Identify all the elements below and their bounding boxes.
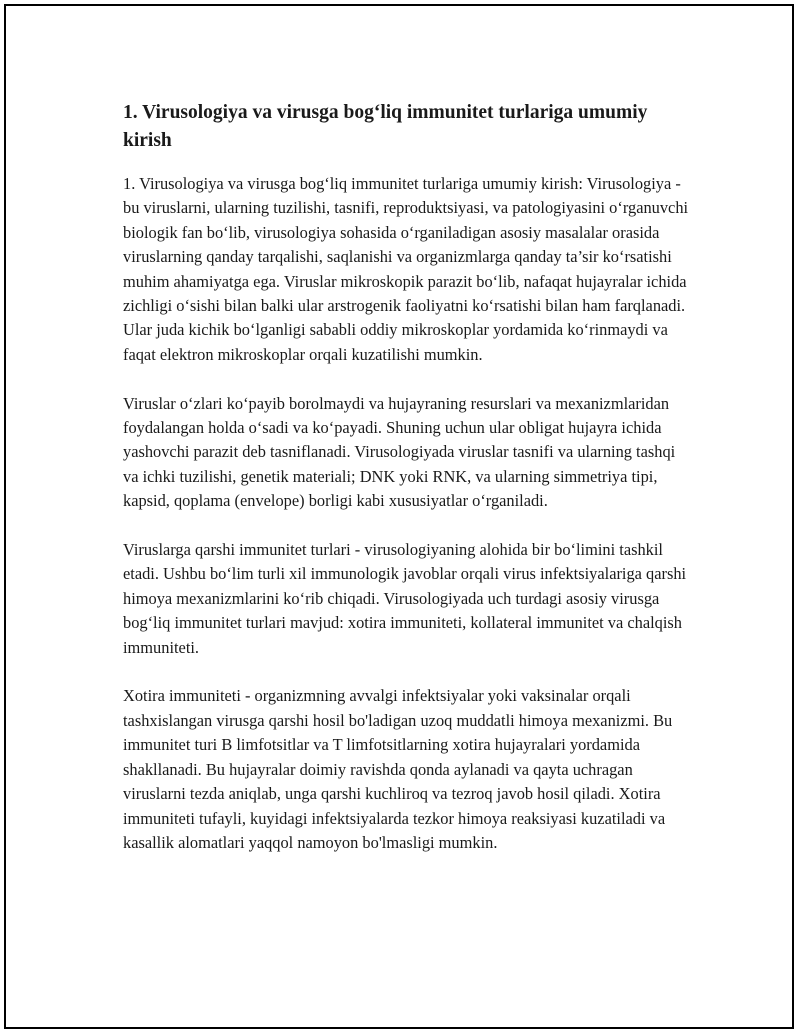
- page-frame: [4, 4, 794, 1029]
- document-body: [123, 99, 693, 880]
- section-heading: 1. Virusologiya va virusga bog‘liq immunitet turlariga umumiy kirish: [123, 102, 648, 151]
- paragraph-intro: 1. Virusologiya va virusga bog‘liq immunitet turlariga umumiy kirish: Virusologiya - bu viruslarni, ularning tuzilishi, tasnifi, reproduktsiyasi, va patologiyasini o‘rganuvchi biologik fan bo‘lib, virusologiya sohasida o‘rganiladigan asosiy masalalar orasida viruslarning qanday tarqalishi, saqlanishi va organizmlarga qanday ta’sir ko‘rsatishi muhim ahamiyatga ega. Viruslar mikroskopik parazit bo‘lib, nafaqat hujayralar ichida zichligi o‘sishi bilan balki ular arstrogenik faoliyatni ko‘rsatishi bilan ham farqlanadi. Ular juda kichik bo‘lganligi sababli oddiy mikroskoplar yordamida ko‘rinmaydi va faqat elektron mikroskoplar orqali kuzatilishi mumkin.: [123, 174, 689, 364]
- paragraph-memory-immunity: Xotira immuniteti - organizmning avvalgi infektsiyalar yoki vaksinalar orqali tashxislangan virusga qarshi hosil bo'ladigan uzoq muddatli himoya mexanizmi. Bu immunitet turi B limfotsitlar va T limfotsitlarning xotira hujayralari yordamida shakllanadi. Bu hujayralar doimiy ravishda qonda aylanadi va qayta uchragan viruslarni tezda aniqlab, unga qarshi kuchliroq va tezroq javob hosil qiladi. Xotira immuniteti tufayli, kuyidagi infektsiyalarda tezkor himoya reaksiyasi kuzatiladi va kasallik alomatlari yaqqol namoyon bo'lmasligi mumkin.: [123, 686, 673, 852]
- paragraph-immunity-types: Viruslarga qarshi immunitet turlari - virusologiyaning alohida bir bo‘limini tashkil etadi. Ushbu bo‘lim turli xil immunologik javoblar orqali virus infektsiyalariga qarshi himoya mexanizmlarini ko‘rib chiqadi. Virusologiyada uch turdagi asosiy virusga bog‘liq immunitet turlari mavjud: xotira immuniteti, kollateral immunitet va chalqish immuniteti.: [123, 540, 687, 657]
- paragraph-virus-replication: Viruslar o‘zlari ko‘payib borolmaydi va hujayraning resurslari va mexanizmlaridan foydalangan holda o‘sadi va ko‘payadi. Shuning uchun ular obligat hujayra ichida yashovchi parazit deb tasniflanadi. Virusologiyada viruslar tasnifi va ularning tashqi va ichki tuzilishi, genetik materiali; DNK yoki RNK, va ularning simmetriya tipi, kapsid, qoplama (envelope) borligi kabi xususiyatlar o‘rganiladi.: [123, 393, 676, 511]
